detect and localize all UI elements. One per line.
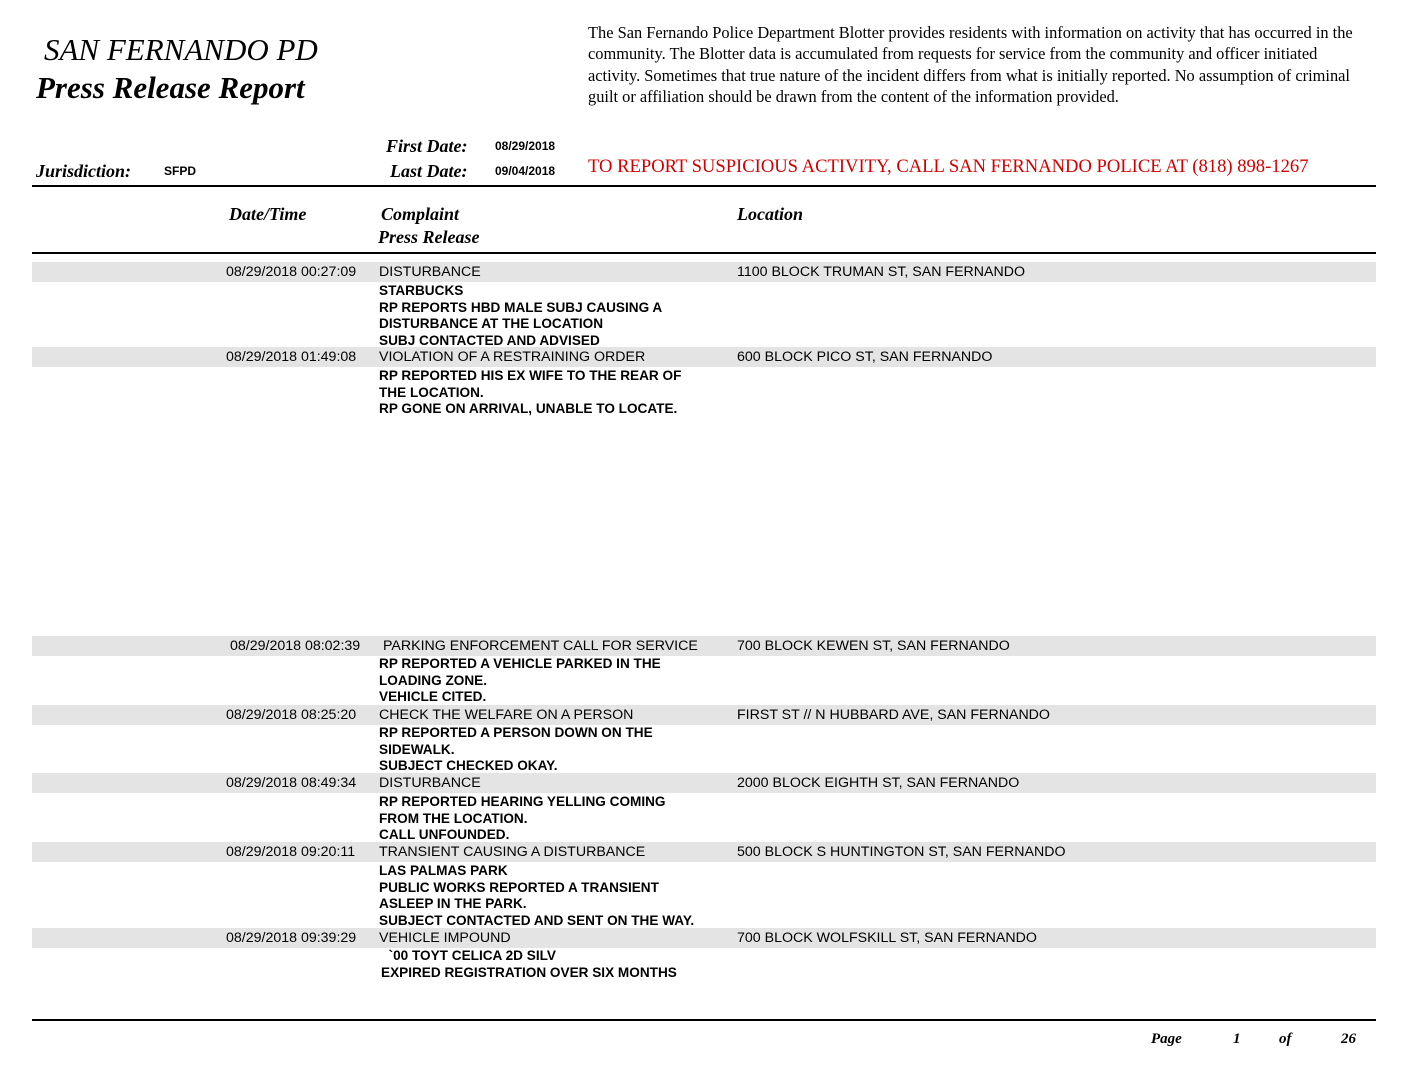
jurisdiction-value: SFPD xyxy=(164,164,197,178)
record-press-release: LAS PALMAS PARK PUBLIC WORKS REPORTED A TRANSIENT ASLEEP IN THE PARK. SUBJECT CONTACTED AND SENT ON THE WAY. xyxy=(379,863,695,928)
header-divider xyxy=(32,185,1376,187)
intro-paragraph: The San Fernando Police Department Blotter provides residents with information on activity that has occurred in the community. The Blotter data is accumulated from requests for service from the community and officer initiated activity. Sometimes that true nature of the incident differs from what is initially reported. No assumption of criminal guilt or affiliation should be drawn from the content of the information provided. xyxy=(588,23,1353,106)
record-location: 1100 BLOCK TRUMAN ST, SAN FERNANDO xyxy=(737,264,1026,280)
first-date-label: First Date: xyxy=(386,136,468,156)
record-press-release: STARBUCKS RP REPORTS HBD MALE SUBJ CAUSING A DISTURBANCE AT THE LOCATION SUBJ CONTACTED AND ADVISED xyxy=(379,283,663,348)
jurisdiction-label: Jurisdiction: xyxy=(36,161,132,181)
total-pages: 26 xyxy=(1341,1031,1356,1047)
record-location: 700 BLOCK WOLFSKILL ST, SAN FERNANDO xyxy=(737,930,1037,946)
report-title: Press Release Report xyxy=(36,70,305,105)
record-datetime: 08/29/2018 00:27:09 xyxy=(226,264,357,280)
column-header-complaint: Complaint xyxy=(381,204,460,224)
record-complaint: VEHICLE IMPOUND xyxy=(379,930,511,946)
record-datetime: 08/29/2018 08:02:39 xyxy=(230,638,361,654)
record-complaint: DISTURBANCE xyxy=(379,264,481,280)
column-header-location: Location xyxy=(737,204,803,224)
record-press-release: RP REPORTED A PERSON DOWN ON THE SIDEWALK. SUBJECT CHECKED OKAY. xyxy=(379,725,653,773)
first-date-value: 08/29/2018 xyxy=(495,139,556,153)
record-datetime: 08/29/2018 01:49:08 xyxy=(226,349,357,365)
page-number: 1 xyxy=(1233,1031,1241,1047)
record-press-release: RP REPORTED HIS EX WIFE TO THE REAR OF THE LOCATION. RP GONE ON ARRIVAL, UNABLE TO LOCATE. xyxy=(379,368,682,416)
record-location: 700 BLOCK KEWEN ST, SAN FERNANDO xyxy=(737,638,1010,654)
suspicious-activity-notice: TO REPORT SUSPICIOUS ACTIVITY, CALL SAN FERNANDO POLICE AT (818) 898-1267 xyxy=(588,156,1309,177)
record-complaint: PARKING ENFORCEMENT CALL FOR SERVICE xyxy=(383,638,698,654)
record-complaint: TRANSIENT CAUSING A DISTURBANCE xyxy=(379,844,646,860)
last-date-value: 09/04/2018 xyxy=(495,164,556,178)
record-datetime: 08/29/2018 08:49:34 xyxy=(226,775,357,791)
record-press-release: RP REPORTED A VEHICLE PARKED IN THE LOADING ZONE. VEHICLE CITED. xyxy=(379,656,661,704)
record-complaint: VIOLATION OF A RESTRAINING ORDER xyxy=(379,349,646,365)
record-location: 600 BLOCK PICO ST, SAN FERNANDO xyxy=(737,349,993,365)
record-datetime: 08/29/2018 08:25:20 xyxy=(226,707,357,723)
record-location: 500 BLOCK S HUNTINGTON ST, SAN FERNANDO xyxy=(737,844,1066,860)
column-header-datetime: Date/Time xyxy=(229,204,307,224)
agency-title: SAN FERNANDO PD xyxy=(44,32,318,67)
record-complaint: CHECK THE WELFARE ON A PERSON xyxy=(379,707,634,723)
column-header-divider xyxy=(32,252,1376,254)
of-label: of xyxy=(1279,1031,1292,1047)
column-header-press-release: Press Release xyxy=(378,227,480,247)
record-location: FIRST ST // N HUBBARD AVE, SAN FERNANDO xyxy=(737,707,1050,723)
last-date-label: Last Date: xyxy=(390,161,468,181)
footer-divider xyxy=(32,1019,1376,1021)
record-datetime: 08/29/2018 09:20:11 xyxy=(226,844,356,860)
record-press-release: `00 TOYT CELICA 2D SILV EXPIRED REGISTRATION OVER SIX MONTHS xyxy=(381,948,677,980)
record-location: 2000 BLOCK EIGHTH ST, SAN FERNANDO xyxy=(737,775,1020,791)
record-press-release: RP REPORTED HEARING YELLING COMING FROM THE LOCATION. CALL UNFOUNDED. xyxy=(379,794,666,842)
record-datetime: 08/29/2018 09:39:29 xyxy=(226,930,357,946)
page-label: Page xyxy=(1151,1031,1182,1047)
record-complaint: DISTURBANCE xyxy=(379,775,481,791)
